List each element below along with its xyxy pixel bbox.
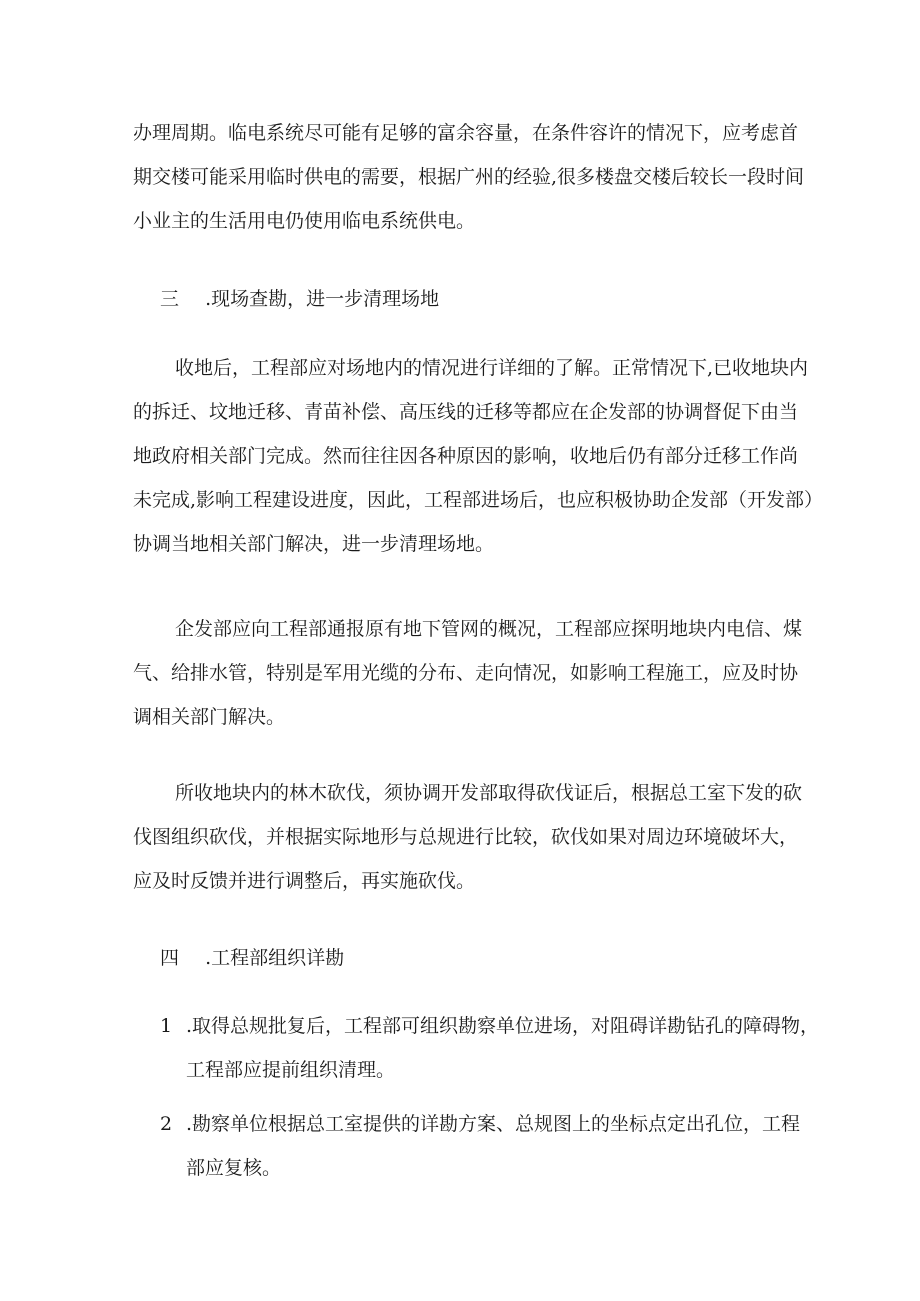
text-line: 地政府相关部门完成。然而往往因各种原因的影响，收地后仍有部分迁移工作尚 [133, 445, 799, 467]
section-number: 四 [160, 947, 180, 969]
list-item-continuation: 工程部应提前组织清理。 [186, 1059, 396, 1081]
list-item-continuation: 部应复核。 [186, 1157, 282, 1179]
list-item-first-line [160, 1004, 820, 1048]
paragraph-tree-felling [133, 771, 803, 903]
paragraph-underground-pipes [133, 607, 803, 739]
text-line: 收地后，工程部应对场地内的情况进行详细的了解。正常情况下,已收地块内 [175, 357, 809, 379]
list-item-number: 2 [160, 1113, 173, 1135]
list-item-number: 1 [160, 1015, 173, 1037]
list-item-first-line [160, 1102, 800, 1146]
list-item-2 [160, 1102, 800, 1190]
section-heading-3 [160, 284, 439, 314]
section-title: .工程部组织详勘 [205, 947, 345, 969]
text-line: 的拆迁、坟地迁移、青苗补偿、高压线的迁移等都应在企发部的协调督促下由当 [133, 401, 799, 423]
paragraph-electrical-capacity [133, 111, 805, 243]
list-item-text: .取得总规批复后，工程部可组织勘察单位进场，对阻碍详勘钻孔的障碍物， [186, 1015, 820, 1037]
section-title: .现场查勘，进一步清理场地 [205, 288, 440, 310]
text-line: 企发部应向工程部通报原有地下管网的概况，工程部应探明地块内电信、煤 [175, 618, 803, 640]
text-line: 未完成,影响工程建设进度，因此，工程部进场后，也应积极协助企发部（开发部） [133, 489, 824, 511]
text-line: 所收地块内的林木砍伐，须协调开发部取得砍伐证后，根据总工室下发的砍 [175, 782, 803, 804]
paragraph-site-clearing [133, 346, 824, 566]
list-item-1 [160, 1004, 820, 1092]
text-line: 办理周期。临电系统尽可能有足够的富余容量，在条件容许的情况下，应考虑首 [133, 122, 799, 144]
text-line: 协调当地相关部门解决，进一步清理场地。 [133, 533, 495, 555]
section-heading-4 [160, 943, 344, 973]
text-line: 气、给排水管，特别是军用光缆的分布、走向情况，如影响工程施工，应及时协 [133, 662, 799, 684]
text-line: 期交楼可能采用临时供电的需要，根据广州的经验,很多楼盘交楼后较长一段时间 [133, 166, 805, 188]
list-item-text: .勘察单位根据总工室提供的详勘方案、总规图上的坐标点定出孔位，工程 [186, 1113, 801, 1135]
section-number: 三 [160, 288, 180, 310]
text-line: 伐图组织砍伐，并根据实际地形与总规进行比较，砍伐如果对周边环境破坏大， [133, 826, 799, 848]
text-line: 小业主的生活用电仍使用临电系统供电。 [133, 210, 476, 232]
text-line: 应及时反馈并进行调整后，再实施砍伐。 [133, 870, 476, 892]
text-line: 调相关部门解决。 [133, 706, 286, 728]
